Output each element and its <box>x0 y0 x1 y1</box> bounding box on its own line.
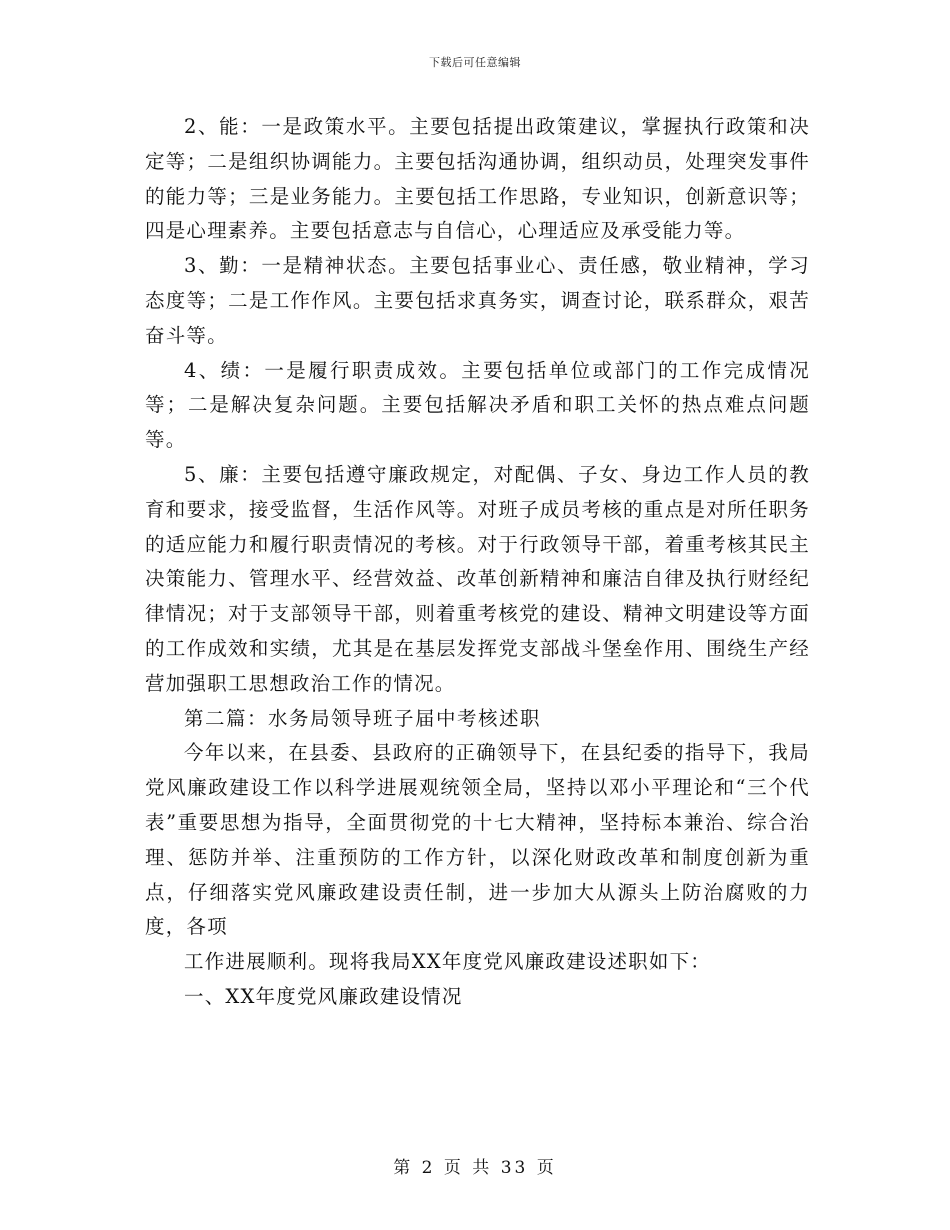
paragraph-lian: 5、廉：主要包括遵守廉政规定，对配偶、子女、身边工作人员的教育和要求，接受监督，生活作风等。对班子成员考核的重点是对所任职务的适应能力和履行职责情况的考核。对于行政领导干部，着重考核其民主决策能力、管理水平、经营效益、改革创新精神和廉洁自律及执行财经纪律情况；对于支部领导干部，则着重考核党的建设、精神文明建设等方面的工作成效和实绩，尤其是在基层发挥党支部战斗堡垒作用、围绕生产经营加强职工思想政治工作的情况。 <box>145 462 810 695</box>
paragraph-intro: 今年以来，在县委、县政府的正确领导下，在县纪委的指导下，我局党风廉政建设工作以科学进展观统领全局，坚持以邓小平理论和“三个代表”重要思想为指导，全面贯彻党的十七大精神，坚持标本兼治、综合治理、惩防并举、注重预防的工作方针，以深化财政改革和制度创新为重点，仔细落实党风廉政建设责任制，进一步加大从源头上防治腐败的力度，各项 <box>145 741 810 939</box>
paragraph-neng: 2、能：一是政策水平。主要包括提出政策建议，掌握执行政策和决定等；二是组织协调能力。主要包括沟通协调，组织动员，处理突发事件的能力等；三是业务能力。主要包括工作思路，专业知识，创新意识等；四是心理素养。主要包括意志与自信心，心理适应及承受能力等。 <box>145 115 810 243</box>
paragraph-qin: 3、勤：一是精神状态。主要包括事业心、责任感，敬业精神，学习态度等；二是工作作风。主要包括求真务实，调查讨论，联系群众，艰苦奋斗等。 <box>145 254 810 347</box>
page-number: 第 2 页 共 33 页 <box>393 1158 557 1178</box>
document-body <box>145 110 810 1015</box>
page-header: 下载后可任意编辑 <box>429 56 521 69</box>
section-heading: 第二篇：水务局领导班子届中考核述职 <box>184 706 542 730</box>
subsection-heading: 一、XX年度党风廉政建设情况 <box>184 984 463 1008</box>
paragraph-ji: 4、绩：一是履行职责成效。主要包括单位或部门的工作完成情况等；二是解决复杂问题。主要包括解决矛盾和职工关怀的热点难点问题等。 <box>145 358 810 452</box>
paragraph-report: 工作进展顺利。现将我局XX年度党风廉政建设述职如下： <box>184 950 711 974</box>
